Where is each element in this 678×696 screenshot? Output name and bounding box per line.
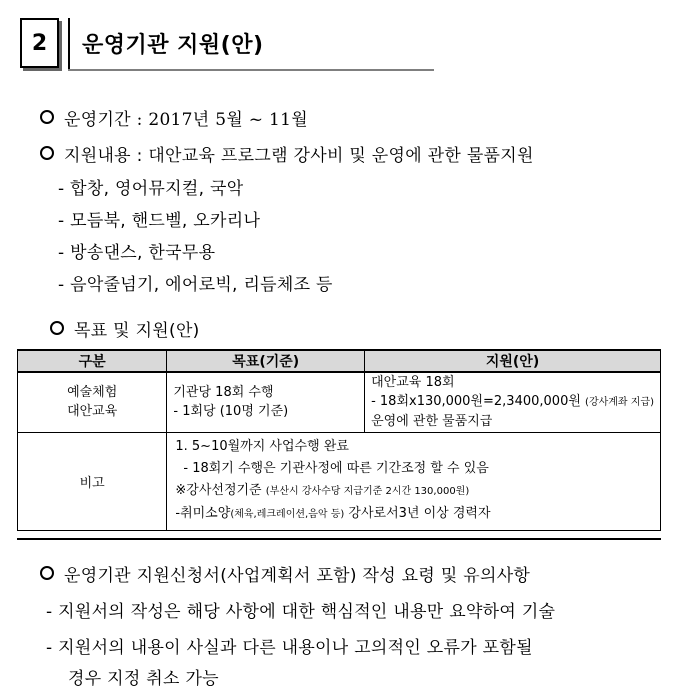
period-text: 운영기간 : 2017년 5월 ~ 11월 (64, 110, 308, 130)
note-text: -취미소양 (175, 506, 231, 521)
cell-line: 예술체험 (67, 385, 118, 401)
cell-line: 1. 5~10월까지 사업수행 완료 (175, 439, 349, 454)
goal-support-table (17, 349, 661, 531)
circle-bullet-icon (40, 110, 54, 124)
section-title: 운영기관 지원(안) (82, 33, 264, 58)
support-item: - 모듬북, 핸드벨, 오카리나 (58, 211, 261, 231)
section-underline (68, 69, 434, 71)
goal-cell (167, 372, 365, 432)
support-item: - 음악줄넘기, 에어로빅, 리듬체조 등 (58, 275, 333, 295)
cell-line: - 18회기 수행은 기관사정에 따른 기간조정 할 수 있음 (183, 461, 489, 476)
table-header-cell: 지원(안) (365, 350, 661, 372)
circle-bullet-icon (40, 146, 54, 160)
application-item: 경우 지정 취소 가능 (68, 669, 219, 689)
support-item: - 방송댄스, 한국무용 (58, 243, 216, 263)
support-text: 지원내용 : 대안교육 프로그램 강사비 및 운영에 관한 물품지원 (64, 146, 534, 166)
goal-heading-text: 목표 및 지원(안) (74, 321, 200, 341)
support-cell (365, 372, 661, 432)
table-header-cell: 구분 (18, 350, 167, 372)
note-small: (부산시 강사수당 지급기준 2시간 130,000원) (265, 486, 470, 497)
circle-bullet-icon (40, 566, 54, 580)
cell-line: - 1회당 (10명 기준) (173, 404, 289, 420)
table-row (18, 432, 661, 530)
note-text: ※강사선정기준 (175, 483, 262, 498)
table-bottom-rule (17, 538, 661, 540)
category-cell: 비고 (18, 432, 167, 530)
table-header-row (18, 350, 661, 372)
category-cell (18, 372, 167, 432)
circle-bullet-icon (50, 321, 64, 335)
section-divider-vertical (68, 18, 70, 70)
support-item: - 합창, 영어뮤지컬, 국악 (58, 179, 244, 199)
table-row (18, 372, 661, 432)
table-header-cell: 목표(기준) (167, 350, 365, 372)
application-item: - 지원서의 작성은 해당 사항에 대한 핵심적인 내용만 요약하여 기술 (46, 602, 556, 622)
note-small: (체육,레크레이션,음악 등) (230, 509, 345, 520)
note-text: 강사로서3년 이상 경력자 (348, 506, 491, 521)
cell-line: 대안교육 (67, 404, 118, 420)
cell-line (371, 392, 654, 412)
application-heading (40, 561, 530, 586)
cell-line: 운영에 관한 물품지급 (371, 414, 493, 430)
application-heading-text: 운영기관 지원신청서(사업계획서 포함) 작성 요령 및 유의사항 (64, 566, 531, 586)
cost-note: (강사계좌 지급) (585, 397, 654, 409)
cell-line: 대안교육 18회 (371, 375, 455, 391)
support-line (40, 141, 534, 166)
cell-line (175, 503, 654, 526)
cell-line: 기관당 18회 수행 (173, 385, 274, 401)
application-item: - 지원서의 내용이 사실과 다른 내용이나 고의적인 오류가 포함될 (46, 638, 533, 658)
goal-heading (50, 316, 200, 341)
cost-formula: - 18회x130,000원=2,3400,000원 (371, 394, 581, 410)
cell-line (175, 480, 654, 503)
note-cell (167, 432, 661, 530)
section-number-box: 2 (20, 18, 59, 68)
period-line (40, 105, 308, 130)
